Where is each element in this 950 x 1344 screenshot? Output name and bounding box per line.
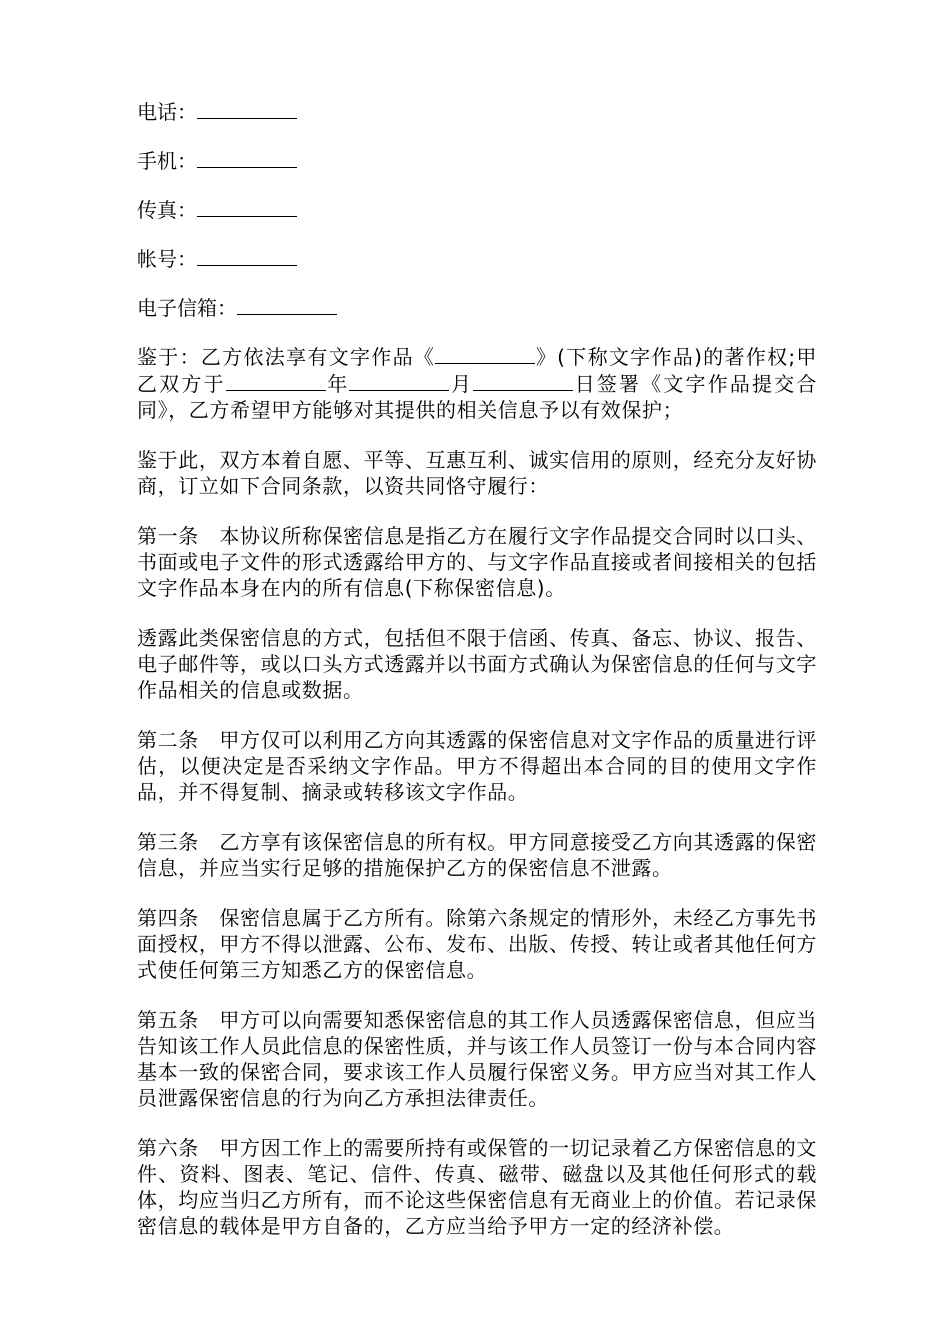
document-page <box>137 98 817 1263</box>
fax-blank <box>197 196 297 217</box>
phone-blank <box>197 98 297 119</box>
year-blank <box>226 370 326 391</box>
clause-1: 第一条 本协议所称保密信息是指乙方在履行文字作品提交合同时以口头、书面或电子文件的形式透露给甲方的、与文字作品直接或者间接相关的包括文字作品本身在内的所有信息(下称保密信息)。 <box>137 524 817 600</box>
clause-2: 第二条 甲方仅可以利用乙方向其透露的保密信息对文字作品的质量进行评估，以便决定是否采纳文字作品。甲方不得超出本合同的目的使用文字作品，并不得复制、摘录或转移该文字作品。 <box>137 728 817 804</box>
work-title-blank <box>435 343 535 364</box>
account-blank <box>197 245 297 266</box>
clause-4: 第四条 保密信息属于乙方所有。除第六条规定的情形外，未经乙方事先书面授权，甲方不得以泄露、公布、发布、出版、传授、转让或者其他任何方式使任何第三方知悉乙方的保密信息。 <box>137 906 817 982</box>
recital-1-text-b: 》(下称文字作品)的著作权;甲乙双方于 <box>137 345 818 396</box>
email-blank <box>237 294 337 315</box>
clause-6: 第六条 甲方因工作上的需要所持有或保管的一切记录着乙方保密信息的文件、资料、图表、笔记、信件、传真、磁带、磁盘以及其他任何形式的载体，均应当归乙方所有，而不论这些保密信息有无商业上的价值。若记录保密信息的载体是甲方自备的，乙方应当给予甲方一定的经济补偿。 <box>137 1136 817 1238</box>
fax-field <box>137 196 817 224</box>
mobile-field <box>137 147 817 175</box>
recital-1-month: 月 <box>449 372 474 396</box>
phone-field <box>137 98 817 126</box>
recital-1-text-c: 日签署《文字作品提交合同》，乙方希望甲方能够对其提供的相关信息予以有效保护； <box>137 372 817 422</box>
clause-1-supplement: 透露此类保密信息的方式，包括但不限于信函、传真、备忘、协议、报告、电子邮件等，或以口头方式透露并以书面方式确认为保密信息的任何与文字作品相关的信息或数据。 <box>137 626 817 702</box>
clause-3: 第三条 乙方享有该保密信息的所有权。甲方同意接受乙方向其透露的保密信息，并应当实行足够的措施保护乙方的保密信息不泄露。 <box>137 830 817 880</box>
recital-2: 鉴于此，双方本着自愿、平等、互惠互利、诚实信用的原则，经充分友好协商，订立如下合同条款，以资共同恪守履行： <box>137 448 817 498</box>
account-field <box>137 245 817 273</box>
recital-1-text-a: 鉴于：乙方依法享有文字作品《 <box>137 345 436 369</box>
month-blank <box>349 370 449 391</box>
mobile-blank <box>197 147 297 168</box>
phone-label: 电话： <box>137 100 197 124</box>
day-blank <box>473 370 573 391</box>
recital-1 <box>137 343 817 423</box>
clause-5: 第五条 甲方可以向需要知悉保密信息的其工作人员透露保密信息，但应当告知该工作人员此信息的保密性质，并与该工作人员签订一份与本合同内容基本一致的保密合同，要求该工作人员履行保密义务。甲方应当对其工作人员泄露保密信息的行为向乙方承担法律责任。 <box>137 1008 817 1110</box>
mobile-label: 手机： <box>137 149 197 173</box>
account-label: 帐号： <box>137 247 197 271</box>
email-field <box>137 294 817 322</box>
recital-1-year: 年 <box>325 372 350 396</box>
fax-label: 传真： <box>137 198 197 222</box>
email-label: 电子信箱： <box>137 296 237 320</box>
